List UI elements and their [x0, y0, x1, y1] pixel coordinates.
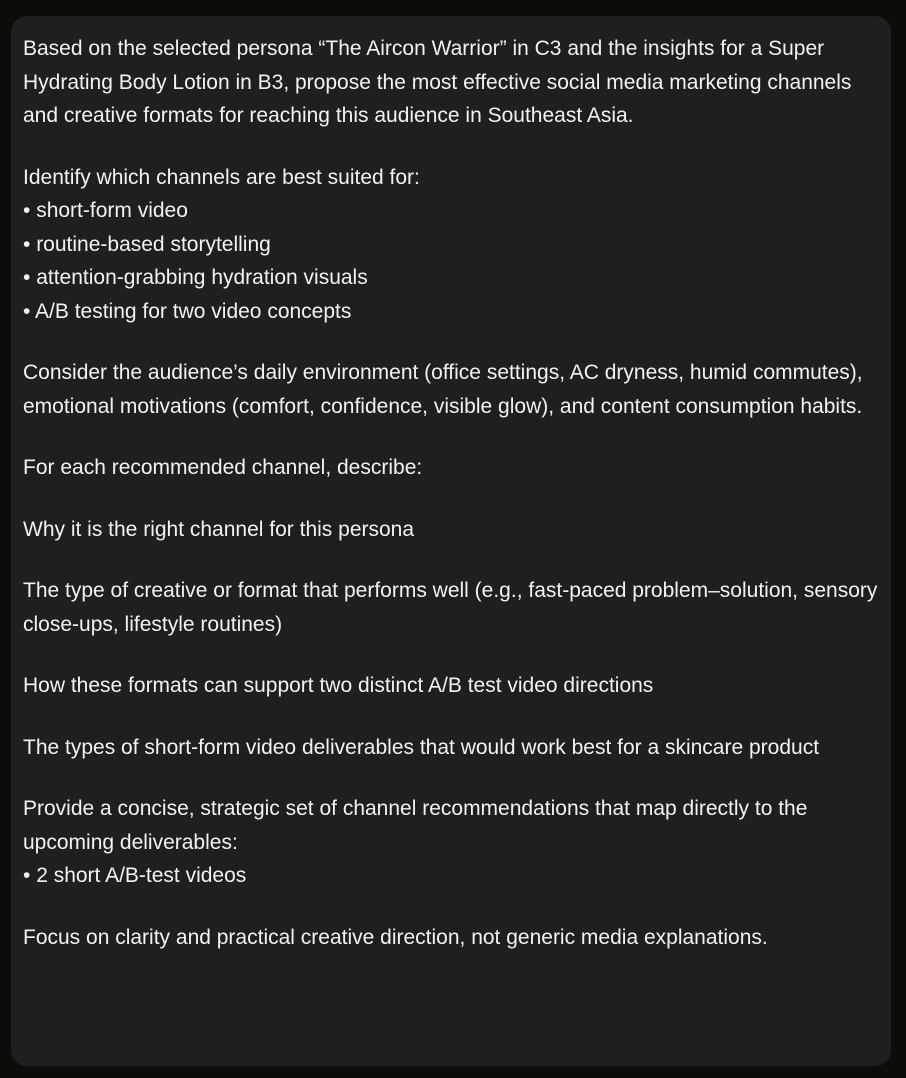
- list-item: • routine-based storytelling: [23, 228, 879, 262]
- list-item: • attention-grabbing hydration visuals: [23, 261, 879, 295]
- identify-list: [23, 194, 879, 328]
- identify-heading: Identify which channels are best suited for:: [23, 165, 420, 189]
- intro-paragraph: Based on the selected persona “The Aircon Warrior” in C3 and the insights for a Super Hydrating Body Lotion in B3, propose the most effective social media marketing channels and creative formats for reaching this audience in Southeast Asia.: [23, 37, 852, 127]
- consider-paragraph: Consider the audience’s daily environment (office settings, AC dryness, humid commutes), emotional motivations (comfort, confidence, visible glow), and content consumption habits.: [23, 361, 863, 418]
- why-paragraph: Why it is the right channel for this persona: [23, 517, 415, 541]
- list-item: • A/B testing for two video concepts: [23, 295, 879, 329]
- deliverables-types-paragraph: The types of short-form video deliverables that would work best for a skincare product: [23, 735, 820, 759]
- list-item: • 2 short A/B-test videos: [23, 859, 879, 893]
- user-message-bubble: [11, 16, 891, 1066]
- ab-support-paragraph: How these formats can support two distinct A/B test video directions: [23, 674, 654, 697]
- creative-type-paragraph: The type of creative or format that performs well (e.g., fast-paced problem–solution, sensory close-ups, lifestyle routines): [23, 579, 878, 636]
- provide-block: [23, 792, 879, 893]
- identify-block: [23, 161, 879, 329]
- provide-heading: Provide a concise, strategic set of channel recommendations that map directly to the upcoming deliverables:: [23, 797, 808, 854]
- focus-paragraph: Focus on clarity and practical creative direction, not generic media explanations.: [23, 925, 768, 949]
- list-item: • short-form video: [23, 194, 879, 228]
- provide-list: [23, 859, 879, 893]
- for-each-paragraph: For each recommended channel, describe:: [23, 456, 423, 479]
